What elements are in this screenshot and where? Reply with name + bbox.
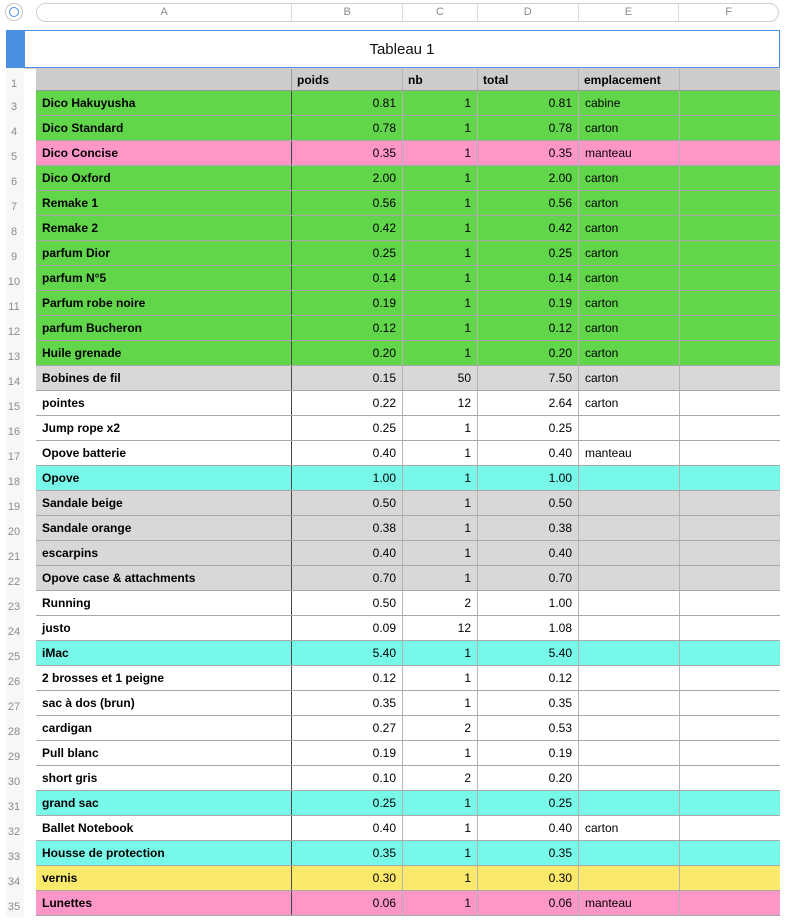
cell-total[interactable]: 0.42 (478, 216, 579, 240)
cell-emplacement[interactable] (579, 541, 680, 565)
table-row (36, 816, 780, 841)
cell-emplacement[interactable] (579, 741, 680, 765)
cell-total[interactable]: 1.00 (478, 466, 579, 490)
table-row (36, 691, 780, 716)
row-number[interactable]: 33 (7, 851, 21, 863)
cell-total[interactable]: 5.40 (478, 641, 579, 665)
cell-name[interactable]: Jump rope x2 (36, 416, 292, 440)
header-cell-name[interactable] (36, 69, 292, 90)
cell-poids[interactable]: 0.12 (292, 316, 403, 340)
table-row (36, 741, 780, 766)
row-number[interactable]: 4 (10, 126, 18, 138)
table-row (36, 191, 780, 216)
table-row (36, 716, 780, 741)
cell-nb[interactable]: 2 (403, 591, 478, 615)
cell-poids[interactable]: 0.81 (292, 91, 403, 115)
row-number[interactable]: 30 (7, 776, 21, 788)
cell-nb[interactable]: 1 (403, 466, 478, 490)
row-number[interactable]: 26 (7, 676, 21, 688)
cell-emplacement[interactable] (579, 516, 680, 540)
cell-name[interactable]: Opove batterie (36, 441, 292, 465)
cell-nb[interactable]: 1 (403, 241, 478, 265)
cell-poids[interactable]: 2.00 (292, 166, 403, 190)
cell-nb[interactable]: 1 (403, 116, 478, 140)
cell-extra[interactable] (680, 91, 780, 115)
cell-extra[interactable] (680, 516, 780, 540)
row-number[interactable]: 5 (10, 151, 18, 163)
cell-emplacement[interactable]: carton (579, 291, 680, 315)
cell-poids[interactable]: 0.20 (292, 341, 403, 365)
cell-name[interactable]: vernis (36, 866, 292, 890)
cell-poids[interactable]: 0.38 (292, 516, 403, 540)
cell-nb[interactable]: 1 (403, 666, 478, 690)
cell-nb[interactable]: 1 (403, 441, 478, 465)
cell-total[interactable]: 0.20 (478, 341, 579, 365)
cell-total[interactable]: 1.00 (478, 591, 579, 615)
cell-poids[interactable]: 0.70 (292, 566, 403, 590)
row-number[interactable]: 17 (7, 451, 21, 463)
row-number[interactable]: 19 (7, 501, 21, 513)
table-title: Tableau 1 (369, 41, 435, 58)
cell-name[interactable]: Bobines de fil (36, 366, 292, 390)
cell-extra[interactable] (680, 366, 780, 390)
cell-nb[interactable]: 1 (403, 691, 478, 715)
cell-name[interactable]: iMac (36, 641, 292, 665)
cell-extra[interactable] (680, 666, 780, 690)
cell-poids[interactable]: 0.50 (292, 491, 403, 515)
cell-extra[interactable] (680, 616, 780, 640)
table-row (36, 491, 780, 516)
cell-name[interactable]: Dico Concise (36, 141, 292, 165)
row-number[interactable]: 13 (7, 351, 21, 363)
cell-nb[interactable]: 1 (403, 291, 478, 315)
cell-name[interactable]: Pull blanc (36, 741, 292, 765)
cell-extra[interactable] (680, 591, 780, 615)
cell-extra[interactable] (680, 116, 780, 140)
cell-poids[interactable]: 0.10 (292, 766, 403, 790)
cell-extra[interactable] (680, 741, 780, 765)
cell-nb[interactable]: 1 (403, 166, 478, 190)
row-number[interactable]: 20 (7, 526, 21, 538)
cell-nb[interactable]: 1 (403, 816, 478, 840)
row-number[interactable]: 18 (7, 476, 21, 488)
table-row (36, 116, 780, 141)
cell-emplacement[interactable] (579, 641, 680, 665)
cell-poids[interactable]: 5.40 (292, 641, 403, 665)
cell-name[interactable]: Running (36, 591, 292, 615)
cell-emplacement[interactable]: manteau (579, 891, 680, 915)
cell-nb[interactable]: 1 (403, 741, 478, 765)
row-number[interactable]: 23 (7, 601, 21, 613)
cell-total[interactable]: 0.40 (478, 441, 579, 465)
cell-total[interactable]: 0.35 (478, 141, 579, 165)
cell-name[interactable]: Huile grenade (36, 341, 292, 365)
cell-extra[interactable] (680, 791, 780, 815)
select-all-button[interactable] (5, 3, 23, 21)
row-number[interactable]: 24 (7, 626, 21, 638)
column-header-c[interactable]: C (403, 4, 478, 21)
cell-name[interactable]: justo (36, 616, 292, 640)
cell-name[interactable]: parfum Dior (36, 241, 292, 265)
row-number[interactable]: 11 (8, 301, 20, 313)
row-number[interactable]: 6 (10, 176, 18, 188)
cell-total[interactable]: 0.53 (478, 716, 579, 740)
table-row (36, 266, 780, 291)
header-cell-nb[interactable]: nb (403, 69, 478, 90)
cell-name[interactable]: cardigan (36, 716, 292, 740)
table-title-box[interactable] (24, 30, 780, 68)
cell-extra[interactable] (680, 866, 780, 890)
cell-extra[interactable] (680, 641, 780, 665)
table-row (36, 166, 780, 191)
cell-name[interactable]: Dico Hakuyusha (36, 91, 292, 115)
cell-extra[interactable] (680, 166, 780, 190)
table-row (36, 441, 780, 466)
cell-emplacement[interactable]: carton (579, 316, 680, 340)
cell-nb[interactable]: 1 (403, 141, 478, 165)
cell-emplacement[interactable] (579, 666, 680, 690)
cell-poids[interactable]: 0.22 (292, 391, 403, 415)
cell-extra[interactable] (680, 816, 780, 840)
table-row (36, 366, 780, 391)
column-header-b[interactable]: B (292, 4, 403, 21)
cell-total[interactable]: 0.38 (478, 516, 579, 540)
cell-total[interactable]: 0.30 (478, 866, 579, 890)
cell-extra[interactable] (680, 841, 780, 865)
cell-nb[interactable]: 12 (403, 616, 478, 640)
cell-emplacement[interactable]: carton (579, 366, 680, 390)
row-number[interactable]: 7 (10, 201, 18, 213)
cell-nb[interactable]: 1 (403, 541, 478, 565)
table-row (36, 416, 780, 441)
cell-nb[interactable]: 1 (403, 416, 478, 440)
column-header-a[interactable]: A (37, 4, 292, 21)
cell-nb[interactable]: 1 (403, 841, 478, 865)
cell-poids[interactable]: 0.35 (292, 141, 403, 165)
cell-total[interactable]: 0.78 (478, 116, 579, 140)
cell-extra[interactable] (680, 566, 780, 590)
table-row (36, 591, 780, 616)
cell-emplacement[interactable]: carton (579, 116, 680, 140)
row-number[interactable]: 9 (10, 251, 18, 263)
cell-poids[interactable]: 0.40 (292, 541, 403, 565)
header-cell-emplacement[interactable]: emplacement (579, 69, 680, 90)
column-header-f[interactable]: F (725, 6, 733, 18)
row-number[interactable]: 29 (7, 751, 21, 763)
table-row (36, 766, 780, 791)
cell-name[interactable]: Parfum robe noire (36, 291, 292, 315)
row-number[interactable]: 1 (10, 78, 18, 90)
cell-poids[interactable]: 1.00 (292, 466, 403, 490)
cell-extra[interactable] (680, 191, 780, 215)
cell-extra[interactable] (680, 891, 780, 915)
cell-name[interactable]: Dico Oxford (36, 166, 292, 190)
table-body (36, 91, 780, 916)
column-header-e[interactable]: E (579, 4, 680, 21)
cell-nb[interactable]: 50 (403, 366, 478, 390)
cell-emplacement[interactable] (579, 591, 680, 615)
cell-name[interactable]: grand sac (36, 791, 292, 815)
cell-poids[interactable]: 0.35 (292, 691, 403, 715)
cell-emplacement[interactable]: carton (579, 191, 680, 215)
cell-extra[interactable] (680, 341, 780, 365)
cell-poids[interactable]: 0.15 (292, 366, 403, 390)
cell-total[interactable]: 0.35 (478, 691, 579, 715)
cell-emplacement[interactable] (579, 566, 680, 590)
table-row (36, 566, 780, 591)
cell-total[interactable]: 0.35 (478, 841, 579, 865)
cell-name[interactable]: short gris (36, 766, 292, 790)
cell-nb[interactable]: 1 (403, 641, 478, 665)
table-row (36, 391, 780, 416)
row-number[interactable]: 10 (7, 276, 21, 288)
cell-total[interactable]: 0.20 (478, 766, 579, 790)
table-row (36, 541, 780, 566)
cell-name[interactable]: Housse de protection (36, 841, 292, 865)
cell-total[interactable]: 0.70 (478, 566, 579, 590)
cell-total[interactable]: 0.19 (478, 741, 579, 765)
cell-total[interactable]: 0.25 (478, 791, 579, 815)
table-row (36, 841, 780, 866)
table-row (36, 641, 780, 666)
table-row (36, 341, 780, 366)
cell-total[interactable]: 0.56 (478, 191, 579, 215)
cell-name[interactable]: Opove (36, 466, 292, 490)
cell-nb[interactable]: 2 (403, 716, 478, 740)
cell-emplacement[interactable]: carton (579, 241, 680, 265)
cell-poids[interactable]: 0.25 (292, 241, 403, 265)
cell-name[interactable]: Remake 1 (36, 191, 292, 215)
row-number[interactable]: 25 (7, 651, 21, 663)
cell-nb[interactable]: 1 (403, 516, 478, 540)
cell-emplacement[interactable]: carton (579, 816, 680, 840)
cell-emplacement[interactable] (579, 466, 680, 490)
cell-total[interactable]: 0.50 (478, 491, 579, 515)
cell-nb[interactable]: 1 (403, 791, 478, 815)
table-row (36, 666, 780, 691)
header-cell-total[interactable]: total (478, 69, 579, 90)
cell-total[interactable]: 0.40 (478, 816, 579, 840)
cell-emplacement[interactable] (579, 616, 680, 640)
cell-extra[interactable] (680, 766, 780, 790)
cell-name[interactable]: Sandale orange (36, 516, 292, 540)
table-row (36, 316, 780, 341)
cell-nb[interactable]: 1 (403, 216, 478, 240)
cell-poids[interactable]: 0.25 (292, 791, 403, 815)
cell-total[interactable]: 0.12 (478, 666, 579, 690)
cell-name[interactable]: escarpins (36, 541, 292, 565)
table-header-row (36, 69, 780, 91)
circle-icon (9, 7, 19, 17)
row-number[interactable]: 28 (7, 726, 21, 738)
cell-nb[interactable]: 1 (403, 341, 478, 365)
cell-poids[interactable]: 0.09 (292, 616, 403, 640)
cell-nb[interactable]: 1 (403, 566, 478, 590)
cell-poids[interactable]: 0.56 (292, 191, 403, 215)
table-row (36, 791, 780, 816)
row-number[interactable]: 8 (10, 226, 18, 238)
cell-total[interactable]: 1.08 (478, 616, 579, 640)
table-row (36, 616, 780, 641)
table-row (36, 466, 780, 491)
cell-extra[interactable] (680, 416, 780, 440)
cell-nb[interactable]: 1 (403, 191, 478, 215)
cell-emplacement[interactable]: carton (579, 166, 680, 190)
cell-nb[interactable]: 1 (403, 866, 478, 890)
cell-name[interactable]: Opove case & attachments (36, 566, 292, 590)
cell-total[interactable]: 0.40 (478, 541, 579, 565)
table-row (36, 291, 780, 316)
cell-extra[interactable] (680, 691, 780, 715)
cell-nb[interactable]: 2 (403, 766, 478, 790)
cell-extra[interactable] (680, 141, 780, 165)
cell-poids[interactable]: 0.30 (292, 866, 403, 890)
cell-emplacement[interactable] (579, 416, 680, 440)
table-row (36, 141, 780, 166)
cell-poids[interactable]: 0.42 (292, 216, 403, 240)
cell-extra[interactable] (680, 316, 780, 340)
cell-emplacement[interactable] (579, 716, 680, 740)
cell-emplacement[interactable]: carton (579, 266, 680, 290)
header-cell-poids[interactable]: poids (292, 69, 403, 90)
cell-total[interactable]: 0.25 (478, 416, 579, 440)
table-row (36, 91, 780, 116)
cell-emplacement[interactable] (579, 491, 680, 515)
row-number[interactable]: 14 (7, 376, 21, 388)
row-number[interactable]: 22 (7, 576, 21, 588)
cell-extra[interactable] (680, 266, 780, 290)
table-row (36, 516, 780, 541)
cell-total[interactable]: 0.06 (478, 891, 579, 915)
cell-poids[interactable]: 0.50 (292, 591, 403, 615)
cell-name[interactable]: sac à dos (brun) (36, 691, 292, 715)
cell-emplacement[interactable]: carton (579, 216, 680, 240)
cell-emplacement[interactable]: carton (579, 391, 680, 415)
cell-extra[interactable] (680, 391, 780, 415)
cell-poids[interactable]: 0.27 (292, 716, 403, 740)
cell-emplacement[interactable]: manteau (579, 441, 680, 465)
cell-poids[interactable]: 0.19 (292, 291, 403, 315)
cell-poids[interactable]: 0.19 (292, 741, 403, 765)
cell-nb[interactable]: 1 (403, 316, 478, 340)
table-row (36, 866, 780, 891)
cell-extra[interactable] (680, 216, 780, 240)
cell-poids[interactable]: 0.25 (292, 416, 403, 440)
cell-total[interactable]: 0.14 (478, 266, 579, 290)
cell-emplacement[interactable] (579, 791, 680, 815)
cell-emplacement[interactable] (579, 866, 680, 890)
row-number[interactable]: 3 (10, 101, 18, 113)
cell-name[interactable]: 2 brosses et 1 peigne (36, 666, 292, 690)
cell-poids[interactable]: 0.78 (292, 116, 403, 140)
cell-total[interactable]: 0.81 (478, 91, 579, 115)
cell-poids[interactable]: 0.14 (292, 266, 403, 290)
column-header-d[interactable]: D (478, 4, 579, 21)
row-number[interactable]: 16 (7, 426, 21, 438)
header-cell-extra[interactable] (680, 69, 780, 90)
cell-extra[interactable] (680, 241, 780, 265)
cell-nb[interactable]: 1 (403, 91, 478, 115)
row-number[interactable]: 12 (7, 326, 21, 338)
cell-nb[interactable]: 1 (403, 266, 478, 290)
cell-nb[interactable]: 1 (403, 491, 478, 515)
cell-poids[interactable]: 0.06 (292, 891, 403, 915)
cell-name[interactable]: parfum Bucheron (36, 316, 292, 340)
cell-name[interactable]: parfum N°5 (36, 266, 292, 290)
table-row (36, 891, 780, 916)
row-number[interactable]: 34 (7, 876, 21, 888)
cell-extra[interactable] (680, 441, 780, 465)
cell-extra[interactable] (680, 716, 780, 740)
cell-name[interactable]: Sandale beige (36, 491, 292, 515)
table-row (36, 241, 780, 266)
cell-emplacement[interactable]: carton (579, 341, 680, 365)
cell-total[interactable]: 0.25 (478, 241, 579, 265)
row-number[interactable]: 15 (7, 401, 21, 413)
cell-poids[interactable]: 0.12 (292, 666, 403, 690)
title-row-selector[interactable] (6, 30, 24, 68)
data-table (36, 69, 780, 916)
cell-name[interactable]: Remake 2 (36, 216, 292, 240)
cell-emplacement[interactable]: manteau (579, 141, 680, 165)
cell-total[interactable]: 7.50 (478, 366, 579, 390)
row-number[interactable]: 27 (7, 701, 21, 713)
cell-extra[interactable] (680, 466, 780, 490)
cell-poids[interactable]: 0.40 (292, 816, 403, 840)
cell-total[interactable]: 2.00 (478, 166, 579, 190)
cell-name[interactable]: Ballet Notebook (36, 816, 292, 840)
table-row (36, 216, 780, 241)
cell-total[interactable]: 0.12 (478, 316, 579, 340)
column-header-bar (36, 3, 779, 22)
row-number[interactable]: 21 (7, 551, 21, 563)
cell-emplacement[interactable] (579, 766, 680, 790)
cell-name[interactable]: Dico Standard (36, 116, 292, 140)
cell-emplacement[interactable]: cabine (579, 91, 680, 115)
cell-extra[interactable] (680, 291, 780, 315)
row-number[interactable]: 35 (7, 901, 21, 913)
cell-nb[interactable]: 12 (403, 391, 478, 415)
cell-total[interactable]: 0.19 (478, 291, 579, 315)
cell-name[interactable]: pointes (36, 391, 292, 415)
cell-extra[interactable] (680, 541, 780, 565)
cell-emplacement[interactable] (579, 691, 680, 715)
cell-name[interactable]: Lunettes (36, 891, 292, 915)
cell-poids[interactable]: 0.40 (292, 441, 403, 465)
cell-total[interactable]: 2.64 (478, 391, 579, 415)
cell-nb[interactable]: 1 (403, 891, 478, 915)
cell-emplacement[interactable] (579, 841, 680, 865)
cell-extra[interactable] (680, 491, 780, 515)
cell-poids[interactable]: 0.35 (292, 841, 403, 865)
row-number[interactable]: 32 (7, 826, 21, 838)
row-number[interactable]: 31 (7, 801, 21, 813)
